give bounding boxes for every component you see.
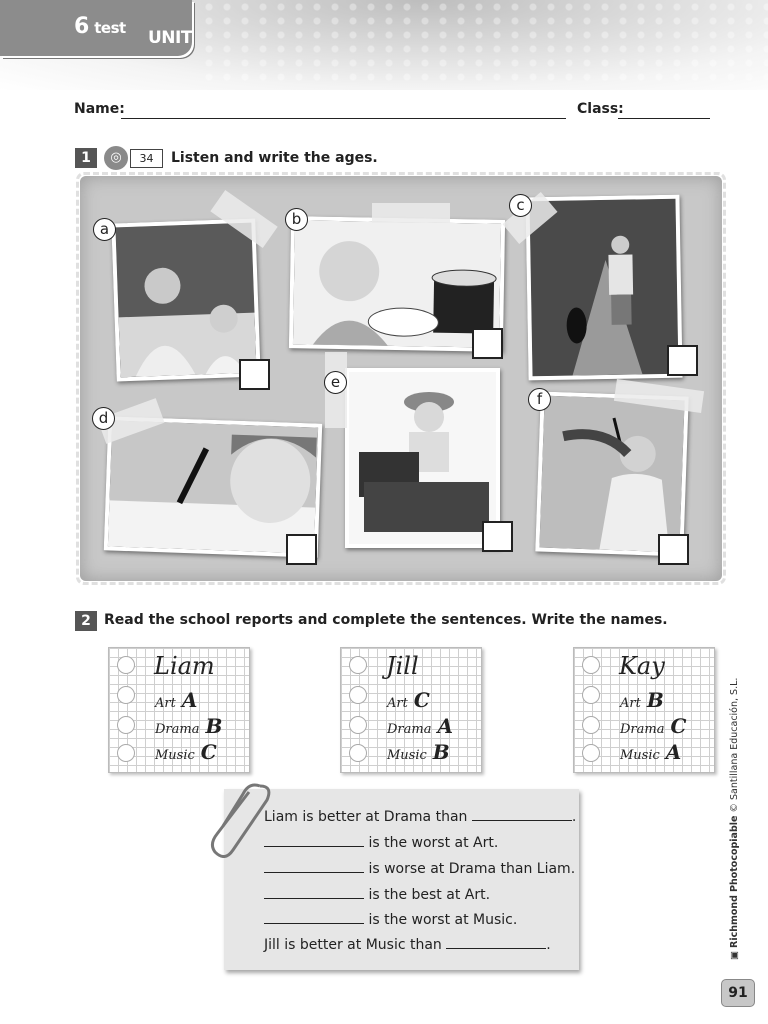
- sentence-text: is the best at Art.: [368, 887, 491, 903]
- publisher-name: Richmond: [729, 895, 740, 948]
- card-hole: [349, 716, 367, 734]
- report-grade: A: [437, 714, 453, 738]
- report-grade: C: [413, 688, 430, 712]
- answer-blank[interactable]: [264, 834, 364, 847]
- card-hole: [117, 744, 135, 762]
- report-card-jill: [340, 647, 482, 773]
- report-row: [387, 740, 450, 764]
- answer-blank[interactable]: [472, 808, 572, 821]
- photo-letter-b: b: [285, 208, 308, 231]
- report-subject: Drama: [387, 722, 432, 737]
- sentence-4: [264, 886, 490, 903]
- sentence-text: Jill is better at Music than: [264, 937, 442, 953]
- page-number: 91: [721, 979, 755, 1007]
- photo-e: [345, 368, 500, 548]
- answer-box-d[interactable]: [286, 534, 317, 565]
- report-row: [155, 740, 217, 764]
- photo-letter-f: f: [528, 388, 551, 411]
- report-grade: A: [181, 688, 198, 712]
- report-grade: B: [205, 714, 223, 738]
- report-row: [155, 688, 197, 712]
- copyright-sidebar: [729, 660, 740, 960]
- card-hole: [582, 656, 600, 674]
- answer-blank[interactable]: [446, 936, 546, 949]
- report-row: [620, 714, 686, 738]
- report-grade: B: [646, 688, 664, 712]
- report-row: [387, 688, 430, 712]
- sentence-text: .: [571, 809, 577, 825]
- tape: [372, 203, 450, 223]
- report-subject: Art: [387, 696, 408, 711]
- report-name: Liam: [154, 652, 215, 680]
- report-subject: Music: [387, 748, 427, 763]
- sentence-text: is the worst at Music.: [368, 912, 518, 928]
- card-hole: [582, 686, 600, 704]
- answer-blank[interactable]: [264, 886, 364, 899]
- photo-b-image: [293, 220, 501, 348]
- report-row: [620, 740, 681, 764]
- unit-word: UNIT: [148, 28, 192, 48]
- exercise-2-number: 2: [75, 611, 97, 631]
- answer-box-e[interactable]: [482, 521, 513, 552]
- report-name: Kay: [619, 652, 665, 680]
- photo-letter-a: a: [93, 218, 116, 241]
- report-grade: C: [200, 740, 217, 764]
- photo-c: [525, 195, 682, 381]
- report-subject: Art: [620, 696, 641, 711]
- report-subject: Drama: [155, 722, 200, 737]
- card-hole: [349, 686, 367, 704]
- sentence-text: is the worst at Art.: [368, 835, 499, 851]
- cd-icon: ◎: [104, 146, 128, 170]
- exercise-1-number: 1: [75, 148, 97, 168]
- report-row: [620, 688, 664, 712]
- card-hole: [117, 656, 135, 674]
- sentence-text: .: [546, 937, 551, 953]
- report-grade: A: [665, 740, 682, 764]
- sentence-text: Liam is better at Drama than: [264, 809, 468, 825]
- photo-a-image: [115, 223, 256, 378]
- copyright-text: © Santillana Educación, S.L.: [729, 677, 740, 813]
- unit-title: [74, 14, 192, 48]
- exercise-2-instruction: Read the school reports and complete the sentences. Write the names.: [104, 612, 668, 628]
- track-number: 34: [130, 149, 163, 168]
- photo-a: [111, 219, 260, 382]
- sentence-1: [264, 808, 576, 825]
- card-hole: [349, 656, 367, 674]
- report-subject: Music: [620, 748, 660, 763]
- report-row: [387, 714, 453, 738]
- unit-tab: [0, 0, 192, 56]
- card-hole: [117, 686, 135, 704]
- card-hole: [117, 716, 135, 734]
- sentence-2: [264, 834, 498, 851]
- card-hole: [349, 744, 367, 762]
- photo-e-image: [349, 372, 496, 544]
- report-subject: Drama: [620, 722, 665, 737]
- name-label: Name:: [74, 101, 125, 117]
- sentence-3: [264, 860, 575, 877]
- photocopiable-label: Photocopiable: [729, 815, 740, 892]
- card-hole: [582, 716, 600, 734]
- report-card-kay: [573, 647, 715, 773]
- report-card-liam: [108, 647, 250, 773]
- report-grade: B: [432, 740, 450, 764]
- report-grade: C: [670, 714, 687, 738]
- answer-box-a[interactable]: [239, 359, 270, 390]
- answer-box-f[interactable]: [658, 534, 689, 565]
- report-name: Jill: [386, 652, 419, 680]
- sentence-6: [264, 936, 551, 953]
- name-field[interactable]: [121, 104, 566, 119]
- class-field[interactable]: [618, 104, 710, 119]
- exercise-1-instruction: Listen and write the ages.: [171, 150, 378, 166]
- report-subject: Music: [155, 748, 195, 763]
- photo-f: [535, 391, 688, 556]
- answer-box-c[interactable]: [667, 345, 698, 376]
- sentence-text: is worse at Drama than Liam.: [368, 861, 576, 877]
- banner-pattern: [200, 0, 768, 85]
- class-label: Class:: [577, 101, 624, 117]
- sentence-5: [264, 911, 517, 928]
- photo-c-image: [529, 199, 678, 377]
- photocopy-icon: ▣: [729, 951, 740, 960]
- answer-blank[interactable]: [264, 860, 364, 873]
- photo-f-image: [539, 396, 684, 553]
- report-row: [155, 714, 222, 738]
- card-hole: [582, 744, 600, 762]
- test-word: test: [94, 19, 126, 37]
- answer-box-b[interactable]: [472, 328, 503, 359]
- photo-letter-c: c: [509, 194, 532, 217]
- unit-number: 6: [74, 14, 89, 39]
- answer-blank[interactable]: [264, 911, 364, 924]
- photo-letter-d: d: [92, 407, 115, 430]
- photo-letter-e: e: [324, 371, 347, 394]
- report-subject: Art: [155, 696, 176, 711]
